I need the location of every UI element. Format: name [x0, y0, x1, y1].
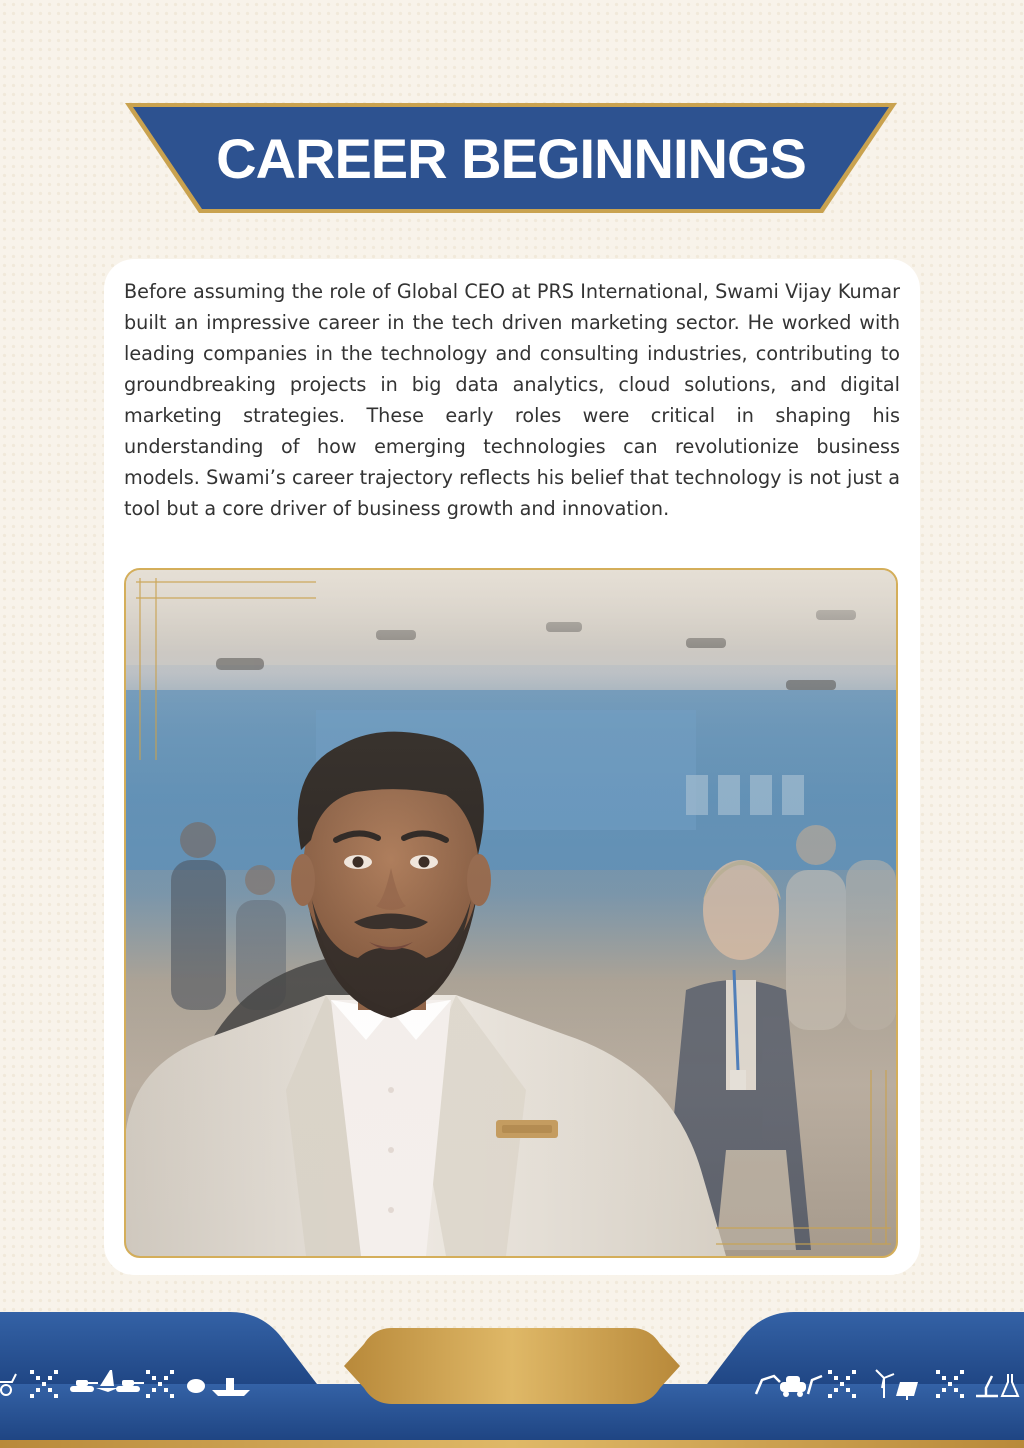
portrait-photo — [124, 568, 898, 1258]
footer-ornament — [0, 1300, 1024, 1448]
title-banner — [123, 100, 899, 216]
portrait-illustration — [126, 570, 896, 1256]
shell-icon — [187, 1379, 205, 1393]
footer-band — [0, 1300, 1024, 1448]
page-title: CAREER BEGINNINGS — [216, 126, 806, 190]
body-paragraph: Before assuming the role of Global CEO at PRS International, Swami Vijay Kumar built an impressive career in the tech driven marketing sector. He worked with leading companies in the technology and consulting industries, contributing to groundbreaking projects in big data analytics, cloud solutions, and digital marketing strategies. These early roles were critical in shaping his understanding of how emerging technologies can revolutionize business models. Swami’s career trajectory reflects his belief that technology is not just a tool but a core driver of business growth and innovation. — [124, 280, 900, 520]
